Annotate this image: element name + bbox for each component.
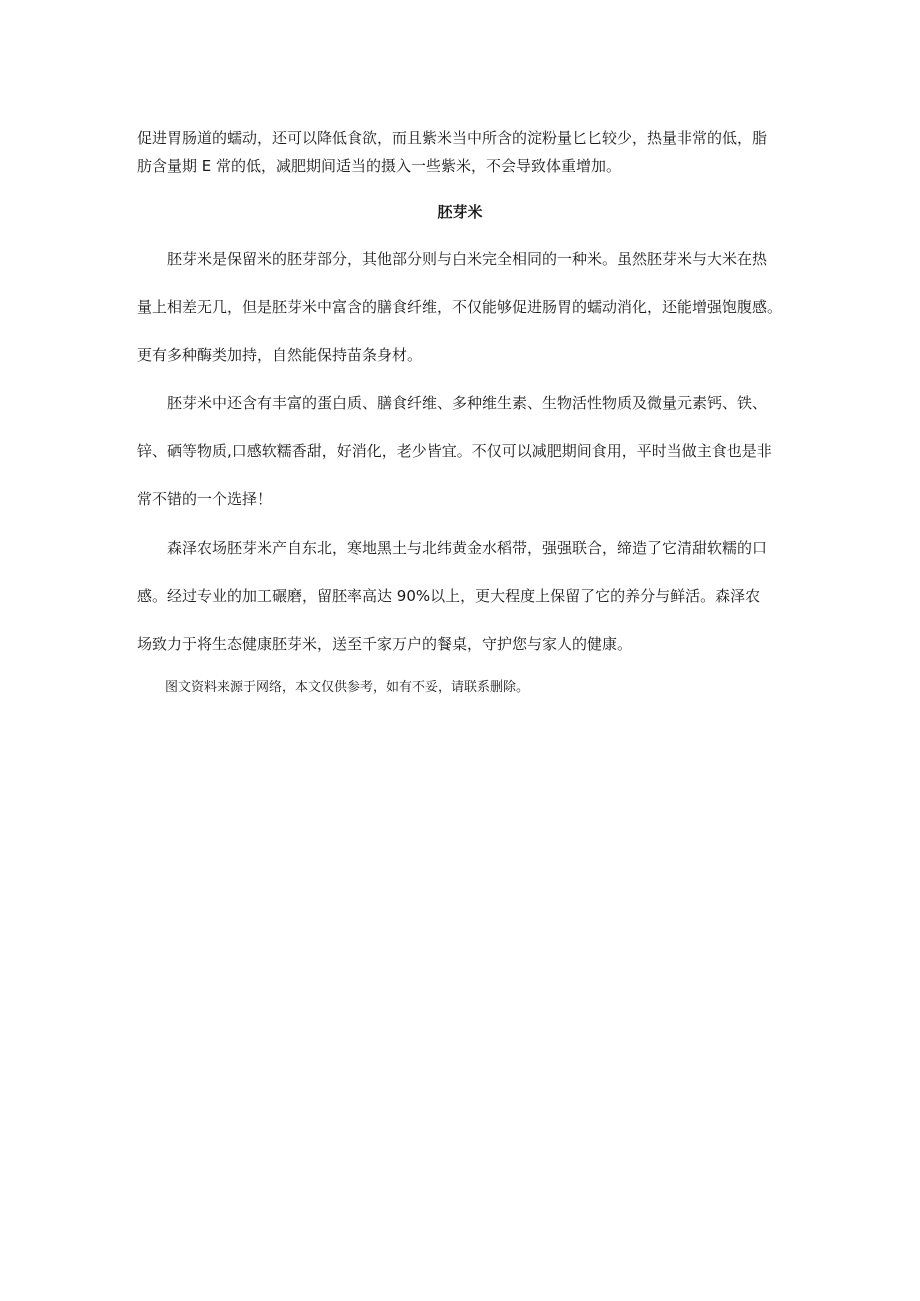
paragraph-3-line-2: 感。经过专业的加工碾磨，留胚率高达 90%以上，更大程度上保留了它的养分与鲜活。森泽农 — [137, 587, 761, 605]
paragraph-1-line-2: 量上相差无几，但是胚芽米中富含的膳食纤维，不仅能够促进肠胃的蠕动消化，还能增强饱腹感。 — [137, 298, 783, 316]
paragraph-1-line-1: 胚芽米是保留米的胚芽部分，其他部分则与白米完全相同的一种米。虽然胚芽米与大米在热 — [167, 250, 768, 268]
paragraph-2-line-3: 常不错的一个选择！ — [137, 490, 273, 508]
paragraph-3-line-3: 场致力于将生态健康胚芽米，送至千家万户的餐桌，守护您与家人的健康。 — [137, 635, 633, 653]
source-disclaimer: 图文资料来源于网络，本文仅供参考，如有不妥，请联系删除。 — [165, 680, 530, 695]
intro-line-1: 促进胃肠道的蠕动，还可以降低食欲，而且紫米当中所含的淀粉量匕匕较少，热量非常的低，脂 — [137, 129, 768, 147]
intro-line-2: 肪含量期 E 常的低，减肥期间适当的摄入一些紫米，不会导致体重增加。 — [137, 157, 622, 175]
paragraph-2-line-2: 锌、硒等物质,口感软糯香甜，好消化，老少皆宜。不仅可以减肥期间食用，平时当做主食也是非 — [137, 442, 772, 460]
section-title: 胚芽米 — [437, 203, 483, 221]
paragraph-1-line-3: 更有多种酶类加持，自然能保持苗条身材。 — [137, 346, 423, 364]
paragraph-3-line-1: 森泽农场胚芽米产自东北，寒地黑土与北纬黄金水稻带，强强联合，缔造了它清甜软糯的口 — [167, 539, 768, 557]
paragraph-2-line-1: 胚芽米中还含有丰富的蛋白质、膳食纤维、多种维生素、生物活性物质及微量元素钙、铁、 — [167, 394, 768, 412]
